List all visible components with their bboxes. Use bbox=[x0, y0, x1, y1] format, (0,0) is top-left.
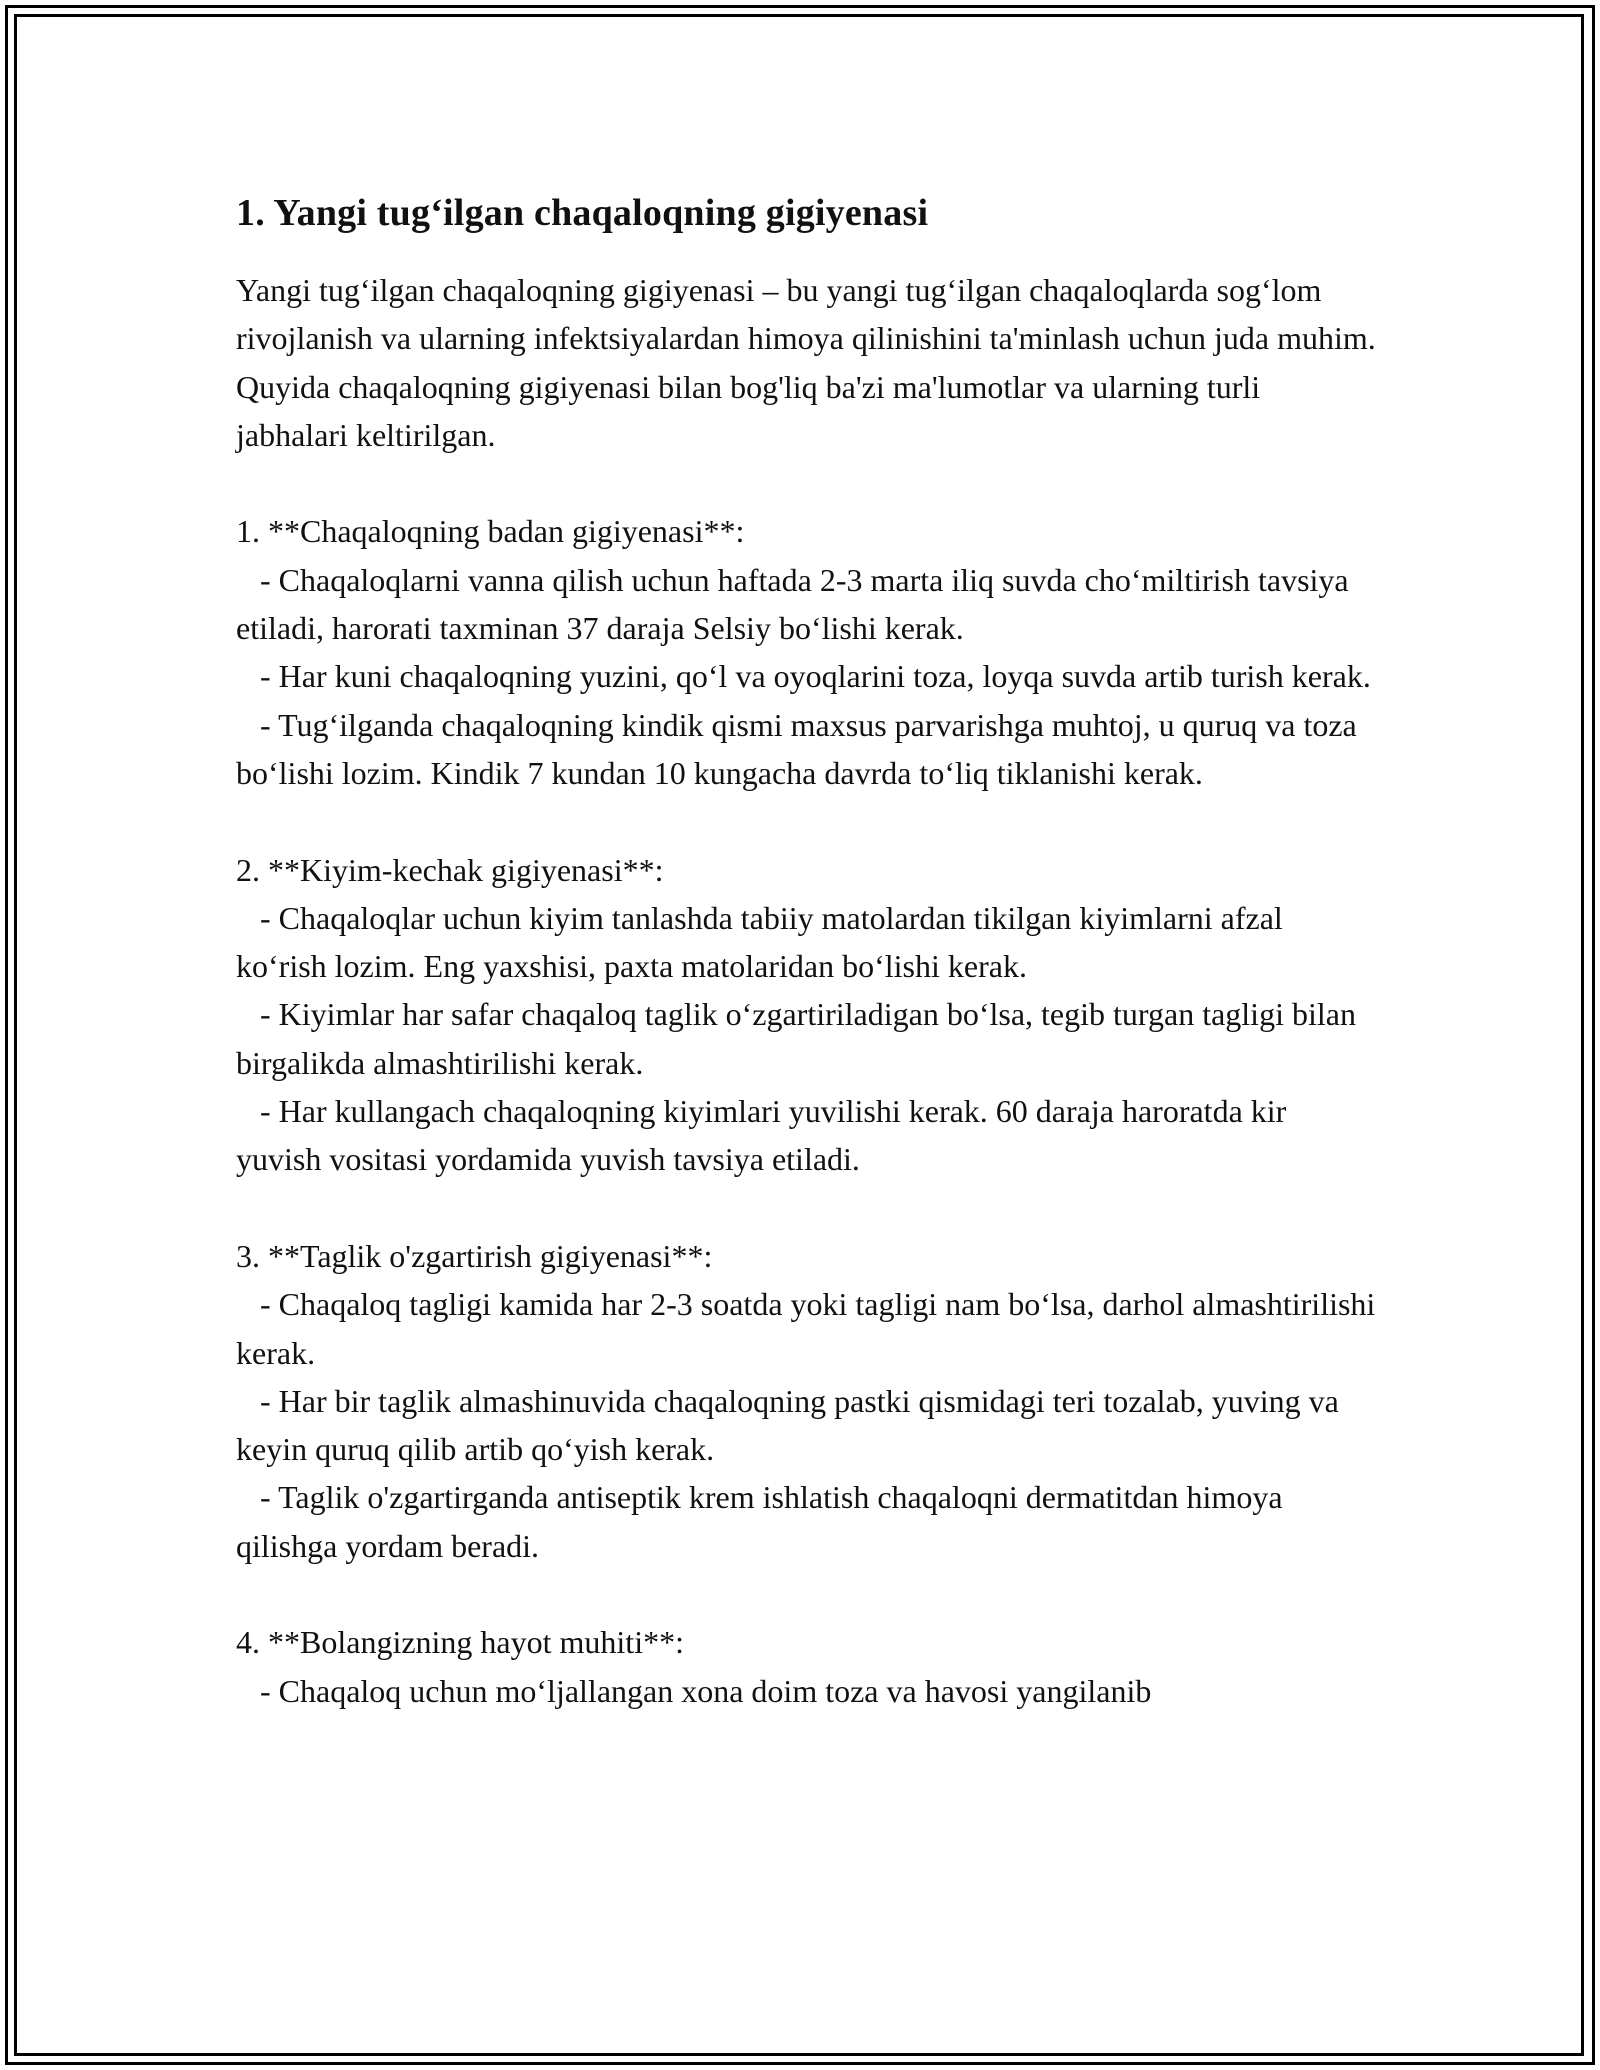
list-item: - Har kullangach chaqaloqning kiyimlari yuvilishi kerak. 60 daraja haroratda kir yuvish vositasi yordamida yuvish tavsiya etiladi. bbox=[236, 1093, 1295, 1178]
list-item: - Har bir taglik almashinuvida chaqaloqning pastki qismidagi teri tozalab, yuving va keyin quruq qilib artib qo‘yish kerak. bbox=[236, 1382, 1347, 1468]
document-body bbox=[236, 186, 1384, 1715]
document-title: 1. Yangi tug‘ilgan chaqaloqning gigiyenasi bbox=[236, 192, 929, 234]
list-item: - Kiyimlar har safar chaqaloq taglik o‘zgartiriladigan bo‘lsa, tegib turgan tagligi bilan birgalikda almashtirilishi kerak. bbox=[236, 996, 1364, 1081]
section-body-hygiene bbox=[236, 507, 1376, 797]
section-heading: 2. **Kiyim-kechak gigiyenasi**: bbox=[236, 851, 664, 888]
section-diaper-hygiene bbox=[236, 1232, 1384, 1570]
list-item: - Chaqaloq tagligi kamida har 2-3 soatda yoki tagligi nam bo‘lsa, darhol almashtirilishi kerak. bbox=[236, 1286, 1384, 1371]
intro-paragraph: Yangi tug‘ilgan chaqaloqning gigiyenasi – bu yangi tug‘ilgan chaqaloqlarda sog‘lom rivojlanish va ularning infektsiyalardan himoya qilinishini ta'minlash uchun juda muhim. Quyida chaqaloqning gigiyenasi bilan bog'liq ba'zi ma'lumotlar va ularning turli jabhalari keltirilgan. bbox=[236, 272, 1376, 453]
list-item: - Tug‘ilganda chaqaloqning kindik qismi maxsus parvarishga muhtoj, u quruq va toza bo‘lishi lozim. Kindik 7 kundan 10 kungacha davrda to‘liq tiklanishi kerak. bbox=[236, 706, 1365, 791]
list-item: - Chaqaloq uchun mo‘ljallangan xona doim toza va havosi yangilanib bbox=[236, 1672, 1152, 1709]
section-living-environment bbox=[236, 1618, 1376, 1715]
section-heading: 1. **Chaqaloqning badan gigiyenasi**: bbox=[236, 513, 745, 550]
list-item: - Chaqaloqlar uchun kiyim tanlashda tabiiy matolardan tikilgan kiyimlarni afzal ko‘rish lozim. Eng yaxshisi, paxta matolaridan bo‘lishi kerak. bbox=[236, 899, 1291, 985]
list-item: - Chaqaloqlarni vanna qilish uchun haftada 2-3 marta iliq suvda cho‘miltirish tavsiya etiladi, harorati taxminan 37 daraja Selsiy bo‘lishi kerak. bbox=[236, 561, 1357, 647]
section-heading: 3. **Taglik o'zgartirish gigiyenasi**: bbox=[236, 1237, 713, 1274]
list-item: - Har kuni chaqaloqning yuzini, qo‘l va oyoqlarini toza, loyqa suvda artib turish kerak. bbox=[236, 658, 1371, 695]
section-clothing-hygiene bbox=[236, 846, 1376, 1184]
list-item: - Taglik o'zgartirganda antiseptik krem ishlatish chaqaloqni dermatitdan himoya qilishga yordam beradi. bbox=[236, 1479, 1291, 1564]
section-heading: 4. **Bolangizning hayot muhiti**: bbox=[236, 1624, 684, 1661]
